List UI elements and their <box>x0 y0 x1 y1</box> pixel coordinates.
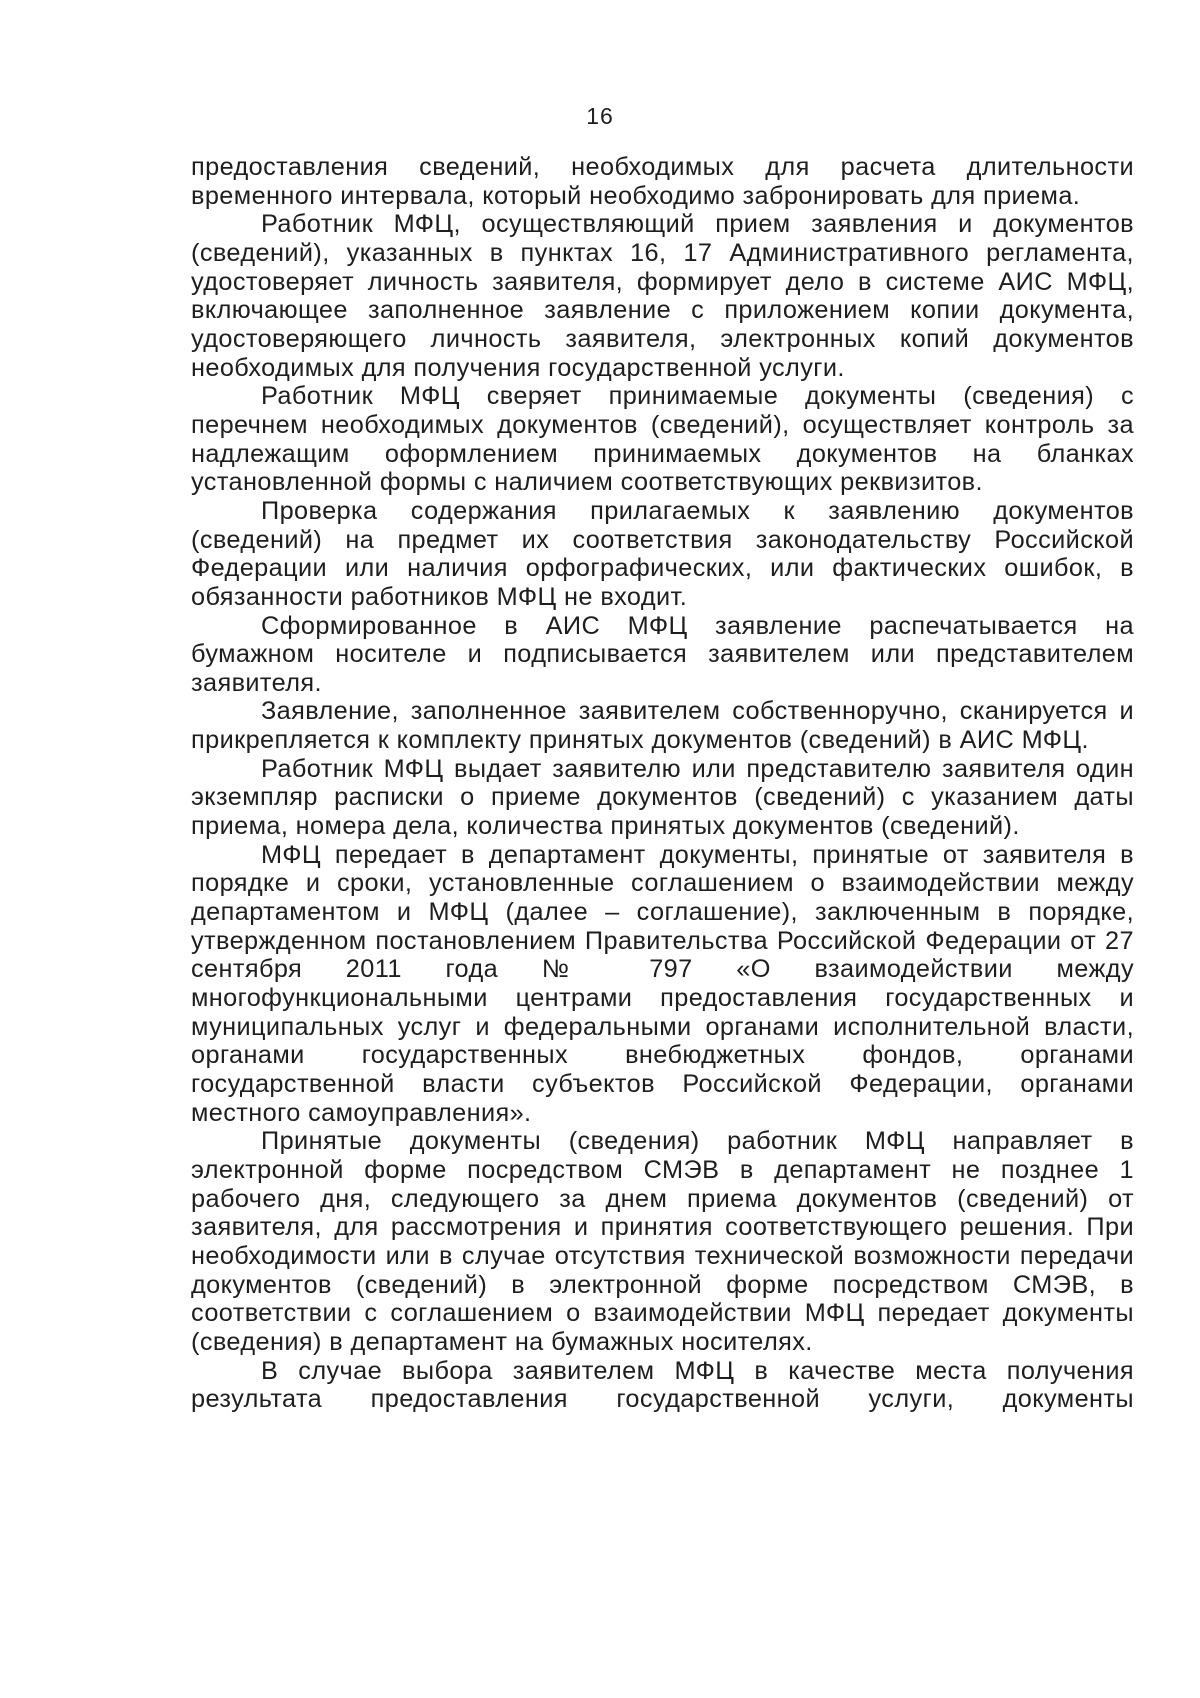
paragraph-scanned-application: Заявление, заполненное заявителем собственноручно, сканируется и прикрепляется к комплекту принятых документов (сведений) в АИС МФЦ. <box>191 697 1134 755</box>
page-number: 16 <box>586 103 614 129</box>
paragraph-content-check: Проверка содержания прилагаемых к заявлению документов (сведений) на предмет их соответствия законодательству Российской Федерации или наличия орфографических, или фактических ошибок, в обязанности работников МФЦ не входит. <box>191 496 1134 611</box>
document-body <box>191 153 1134 1414</box>
paragraph-result-location: В случае выбора заявителем МФЦ в качестве места получения результата предоставления государственной услуги, документы <box>191 1356 1134 1414</box>
paragraph-continued: предоставления сведений, необходимых для расчета длительности временного интервала, который необходимо забронировать для приема. <box>191 153 1134 210</box>
paragraph-mfc-verification: Работник МФЦ сверяет принимаемые документы (сведения) с перечнем необходимых документов (сведений), осуществляет контроль за надлежащим оформлением принимаемых документов на бланках установленной формы с наличием соответствующих реквизитов. <box>191 382 1134 497</box>
paragraph-receipt: Работник МФЦ выдает заявителю или представителю заявителя один экземпляр расписки о приеме документов (сведений) с указанием даты приема, номера дела, количества принятых документов (сведений). <box>191 754 1134 841</box>
paragraph-printed-application: Сформированное в АИС МФЦ заявление распечатывается на бумажном носителе и подписывается заявителем или представителем заявителя. <box>191 611 1134 697</box>
paragraph-mfc-intake: Работник МФЦ, осуществляющий прием заявления и документов (сведений), указанных в пунктах 16, 17 Административного регламента, удостоверяет личность заявителя, формирует дело в системе АИС МФЦ, включающее заполненное заявление с приложением копии документа, удостоверяющего личность заявителя, электронных копий документов необходимых для получения государственной услуги. <box>191 210 1134 382</box>
paragraph-transfer-to-department: МФЦ передает в департамент документы, принятые от заявителя в порядке и сроки, установленные соглашением о взаимодействии между департаментом и МФЦ (далее – соглашение), заключенным в порядке, утвержденном постановлением Правительства Российской Федерации от 27 сентября 2011 года № 797 «О взаимодействии между многофункциональными центрами предоставления государственных и муниципальных услуг и федеральными органами исполнительной власти, органами государственных внебюджетных фондов, органами государственной власти субъектов Российской Федерации, органами местного самоуправления». <box>191 840 1134 1127</box>
paragraph-smev-transfer: Принятые документы (сведения) работник МФЦ направляет в электронной форме посредством СМЭВ в департамент не позднее 1 рабочего дня, следующего за днем приема документов (сведений) от заявителя, для рассмотрения и принятия соответствующего решения. При необходимости или в случае отсутствия технической возможности передачи документов (сведений) в электронной форме посредством СМЭВ, в соответствии с соглашением о взаимодействии МФЦ передает документы (сведения) в департамент на бумажных носителях. <box>191 1127 1134 1356</box>
